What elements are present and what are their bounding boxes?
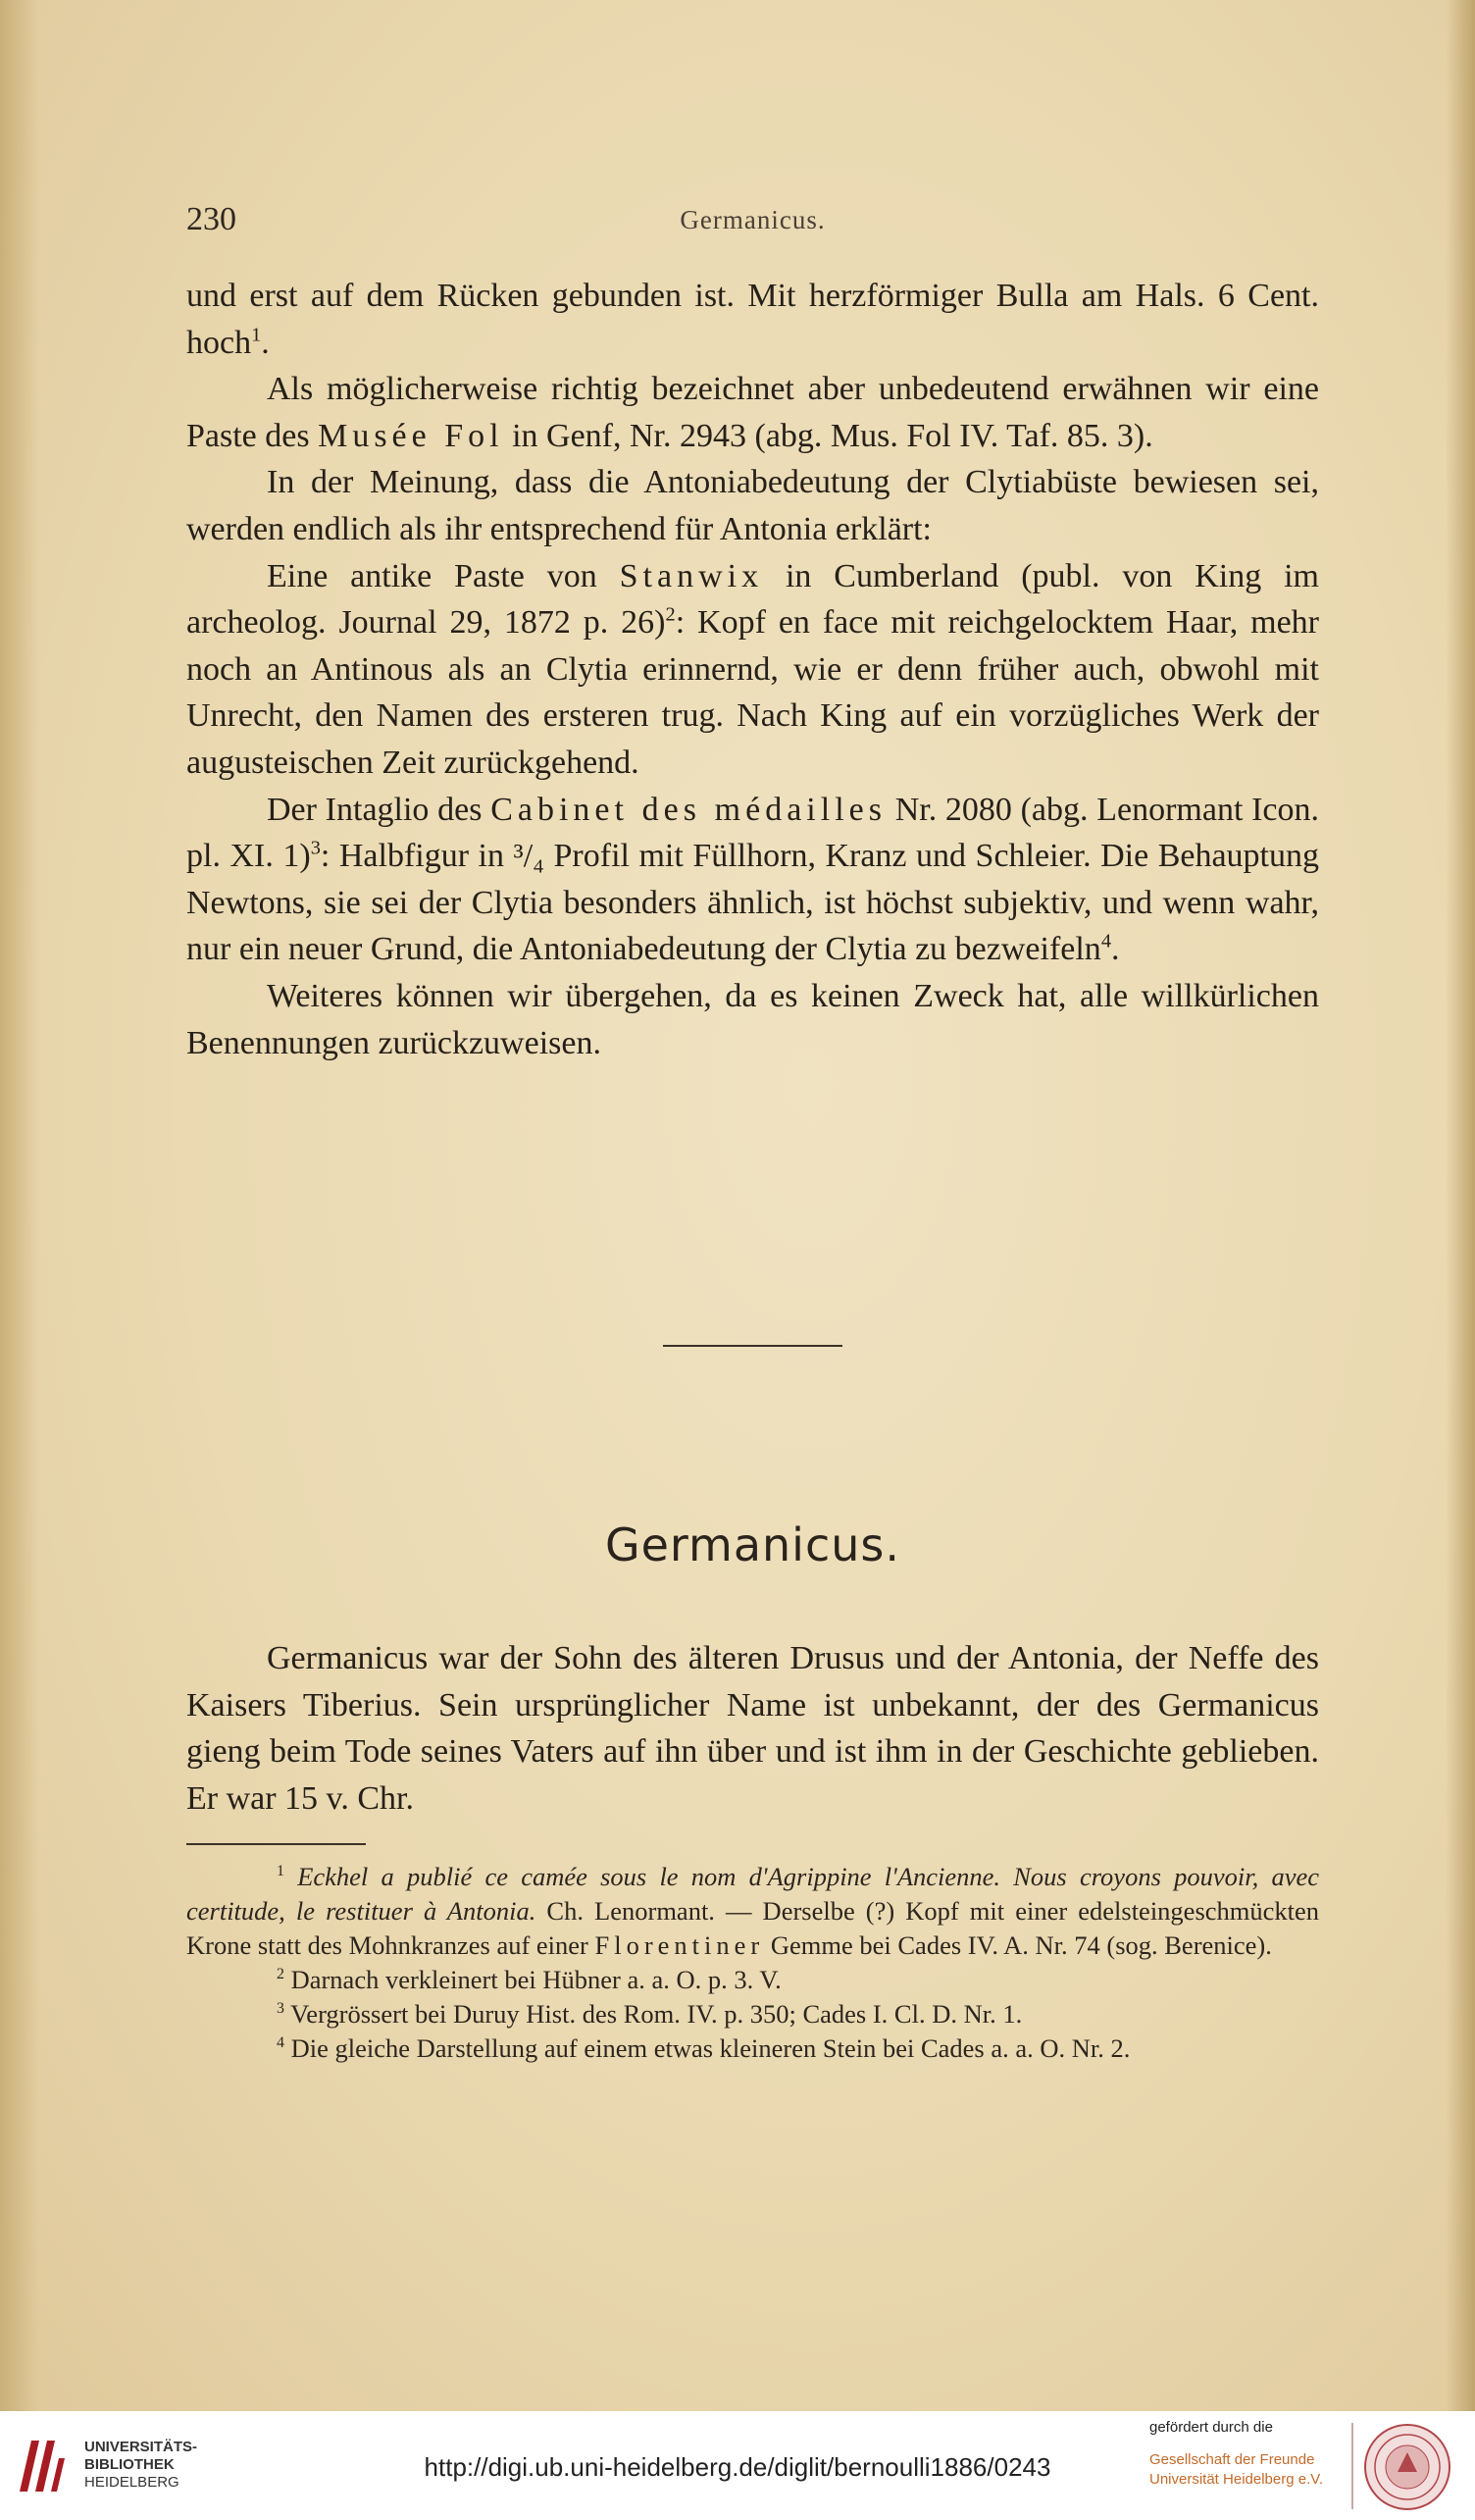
page-edge-right [1446,0,1475,2411]
running-title: Germanicus. [680,205,826,234]
footnotes [186,1860,1319,2066]
section-title: Germanicus. [604,1518,900,1571]
footnote-divider [186,1843,366,1845]
footer-bar [0,2411,1475,2520]
paragraph-4: Eine antike Paste von Stanwix in Cumberland (publ. von King im archeolog. Journal 29, 1872 p. 26)$^2$: Kopf en face mit reichgelocktem Haar, mehr noch an Antinous als an Clytia erinnernd, wie er denn früher auch, obwohl mit Unrecht, den Namen des ersteren trug. Nach King auf ein vorzügliches Werk der augusteischen Zeit zurückgehend. [186,557,1320,781]
paragraph-2: Als möglicherweise richtig bezeichnet aber unbedeutend erwähnen wir eine Paste des Musée Fol in Genf, Nr. 2943 (abg. Mus. Fol IV. Taf. 85. 3). [186,371,1319,454]
paragraph-3: In der Meinung, dass die Antoniabedeutung der Clytiabüste bewiesen sei, werden endlich als ihr entsprechend für Antonia erklärt: [186,464,1319,547]
paragraph-5: Der Intaglio des Cabinet des médailles Nr. 2080 (abg. Lenormant Icon. pl. XI. 1)$^3$: Halbfigur in ³/₄ Profil mit Füllhorn, Kranz und Schleier. Die Behauptung Newtons, sie sei der Clytia besonders ähnlich, ist höchst subjektiv, und wenn wahr, nur ein neuer Grund, die Antoniabedeutung der Clytia zu bezweifeln$^4$. [186,791,1320,968]
sponsor-name: Gesellschaft der Freunde Universität Heidelberg e.V. [1149,2451,1324,2488]
main-text [186,273,1319,1066]
footer-divider [1351,2423,1353,2509]
paragraph-1: und erst auf dem Rücken gebunden ist. Mit herzförmiger Bulla am Hals. 6 Cent. hoch$^1$. [186,278,1319,361]
section-divider [663,1345,842,1347]
footnote-ref-3: 3 [310,837,321,859]
page-edge-left [0,0,39,2411]
footnote-1: $^1$ Eckhel a publié ce camée sous le nom d'Agrippine l'Ancienne. Nous croyons pouvoir, avec certitude, le restituer à Antonia. Ch. Lenormant. — Derselbe (?) Kopf mit einer edelsteingeschmückten Krone statt des Mohnkranzes auf einer Florentiner Gemme bei Cades IV. A. Nr. 74 (sog. Berenice). [186,1862,1320,1960]
footnote-ref-2: 2 [665,603,676,626]
paragraph-6: Weiteres können wir übergehen, da es keinen Zweck hat, alle willkürlichen Benennungen zurückzuweisen. [186,977,1319,1061]
section-text [186,1635,1319,1822]
footnote-ref-1: 1 [251,324,262,346]
library-name: UNIVERSITÄTS- BIBLIOTHEK HEIDELBERG [84,2439,198,2491]
section-paragraph-1: Germanicus war der Sohn des älteren Drusus und der Antonia, der Neffe des Kaisers Tiberius. Sein ursprünglicher Name ist unbekannt, der des Germanicus gieng beim Tode seines Vaters auf ihn über und ist ihm in der Geschichte geblieben. Er war 15 v. Chr. [186,1640,1319,1817]
university-seal-icon [1363,2423,1451,2511]
permalink-url[interactable]: http://digi.ub.uni-heidelberg.de/diglit/bernoulli1886/0243 [424,2452,1051,2482]
footnote-ref-4: 4 [1100,930,1112,952]
sponsor-intro: gefördert durch die [1149,2419,1273,2436]
footnote-4: $^4$ Die gleiche Darstellung auf einem etwas kleineren Stein bei Cades a. a. O. Nr. 2. [277,2033,1131,2063]
footnote-2: $^2$ Darnach verkleinert bei Hübner a. a. O. p. 3. V. [277,1965,782,1994]
footnote-3: $^3$ Vergrössert bei Duruy Hist. des Rom. IV. p. 350; Cades I. Cl. D. Nr. 1. [277,1999,1023,2029]
page-header [186,201,1319,250]
page-number: 230 [186,201,236,237]
